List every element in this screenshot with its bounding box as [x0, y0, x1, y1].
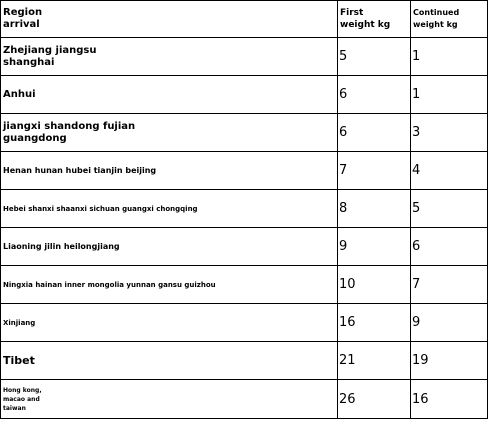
first-weight-cell: 6: [338, 114, 411, 152]
region-cell: Liaoning jilin heilongjiang: [1, 228, 338, 266]
first-weight-cell: 26: [338, 380, 411, 419]
table-row: [1, 228, 488, 266]
continued-weight-cell: 7: [411, 266, 488, 304]
header-region-line2: arrival: [3, 19, 40, 30]
table-row: [1, 304, 488, 342]
continued-weight-cell: 16: [411, 380, 488, 419]
region-cell: Hebei shanxi shaanxi sichuan guangxi chongqing: [1, 190, 338, 228]
table-row: [1, 380, 488, 419]
region-cell: Henan hunan hubei tianjin beijing: [1, 152, 338, 190]
continued-weight-cell: 9: [411, 304, 488, 342]
first-weight-cell: 5: [338, 38, 411, 76]
header-region-line1: Region: [3, 7, 43, 18]
first-weight-cell: 8: [338, 190, 411, 228]
table-header-row: [1, 1, 488, 38]
region-cell: Anhui: [1, 76, 338, 114]
continued-weight-cell: 1: [411, 76, 488, 114]
header-continued-line1: Continued: [413, 8, 460, 17]
first-weight-cell: 10: [338, 266, 411, 304]
header-region: [1, 1, 338, 38]
table-row: [1, 266, 488, 304]
continued-weight-cell: 6: [411, 228, 488, 266]
first-weight-cell: 16: [338, 304, 411, 342]
region-cell: Tibet: [1, 342, 338, 380]
continued-weight-cell: 1: [411, 38, 488, 76]
header-continued-weight: [411, 1, 488, 38]
continued-weight-cell: 4: [411, 152, 488, 190]
header-first-weight: [338, 1, 411, 38]
region-cell: jiangxi shandong fujian guangdong: [1, 114, 338, 152]
first-weight-cell: 7: [338, 152, 411, 190]
first-weight-cell: 21: [338, 342, 411, 380]
region-cell: Zhejiang jiangsu shanghai: [1, 38, 338, 76]
continued-weight-cell: 19: [411, 342, 488, 380]
table-row: [1, 190, 488, 228]
table-row: [1, 76, 488, 114]
table-row: [1, 342, 488, 380]
first-weight-cell: 6: [338, 76, 411, 114]
table-row: [1, 152, 488, 190]
region-cell: Hong kong, macao and taiwan: [1, 380, 338, 419]
region-cell: Xinjiang: [1, 304, 338, 342]
continued-weight-cell: 5: [411, 190, 488, 228]
table-row: [1, 114, 488, 152]
continued-weight-cell: 3: [411, 114, 488, 152]
header-first-line1: First: [340, 8, 364, 18]
region-cell: Ningxia hainan inner mongolia yunnan gansu guizhou: [1, 266, 338, 304]
first-weight-cell: 9: [338, 228, 411, 266]
header-continued-line2: weight kg: [413, 20, 458, 29]
table-row: [1, 38, 488, 76]
header-first-line2: weight kg: [340, 20, 391, 30]
